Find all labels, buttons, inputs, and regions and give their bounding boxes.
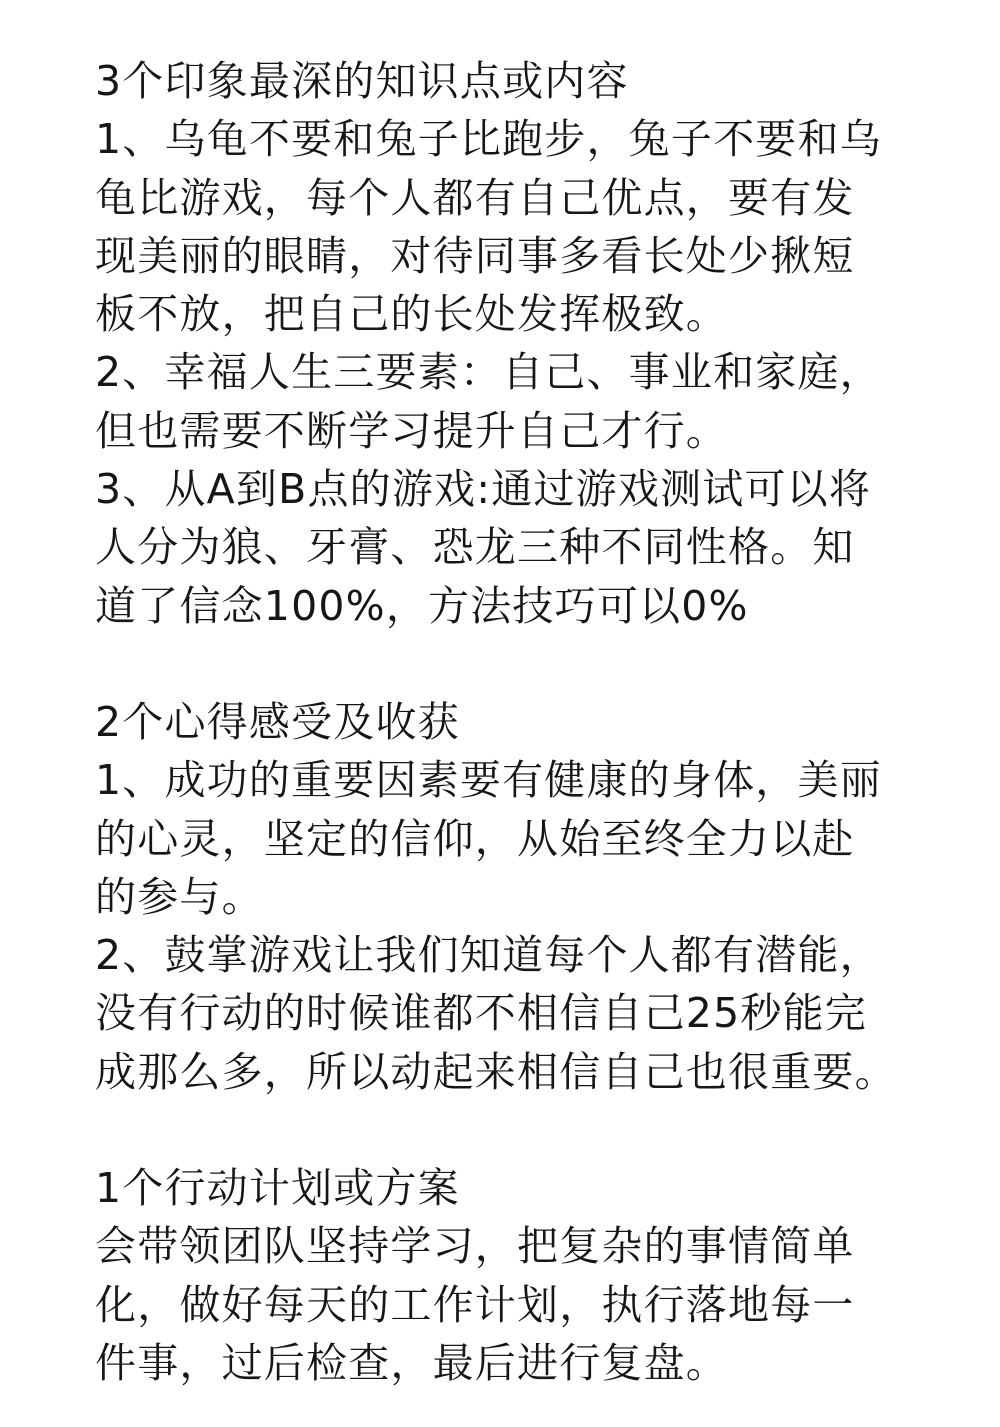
text-line: 龟比游戏，每个人都有自己优点，要有发 — [95, 173, 855, 222]
text-line: 道了信念100%，方法技巧可以0% — [95, 581, 749, 630]
section-heading: 3个印象最深的知识点或内容 — [95, 57, 629, 105]
text-line: 板不放，把自己的长处发挥极致。 — [95, 290, 728, 339]
text-line: 化，做好每天的工作计划，执行落地每一 — [95, 1280, 855, 1329]
text-line: 人分为狼、牙膏、恐龙三种不同性格。知 — [95, 523, 855, 572]
section-heading: 1个行动计划或方案 — [95, 1164, 460, 1213]
text-line: 2、鼓掌游戏让我们知道每个人都有潜能， — [95, 931, 882, 980]
text-line: 但也需要不断学习提升自己才行。 — [95, 406, 728, 455]
document-page — [95, 52, 965, 1392]
section-heading: 2个心得感受及收获 — [95, 697, 460, 746]
section-insights-gains — [95, 693, 965, 1101]
section-action-plan — [95, 1159, 965, 1392]
text-line: 的心灵，坚定的信仰，从始至终全力以赴 — [95, 814, 855, 863]
text-line: 1、成功的重要因素要有健康的身体，美丽 — [95, 756, 882, 805]
text-line: 没有行动的时候谁都不相信自己25秒能完 — [95, 989, 867, 1038]
text-line: 3、从A到B点的游戏:通过游戏测试可以将 — [95, 465, 872, 514]
text-line: 现美丽的眼睛，对待同事多看长处少揪短 — [95, 231, 855, 280]
text-line: 成那么多，所以动起来相信自己也很重要。 — [95, 1047, 897, 1096]
text-line: 2、幸福人生三要素：自己、事业和家庭， — [95, 348, 882, 397]
text-line: 的参与。 — [95, 872, 264, 921]
text-line: 1、乌龟不要和兔子比跑步，兔子不要和乌 — [95, 115, 882, 164]
text-line: 件事，过后检查，最后进行复盘。 — [95, 1338, 728, 1387]
text-line: 会带领团队坚持学习，把复杂的事情简单 — [95, 1222, 855, 1271]
section-impressive-points — [95, 52, 965, 635]
